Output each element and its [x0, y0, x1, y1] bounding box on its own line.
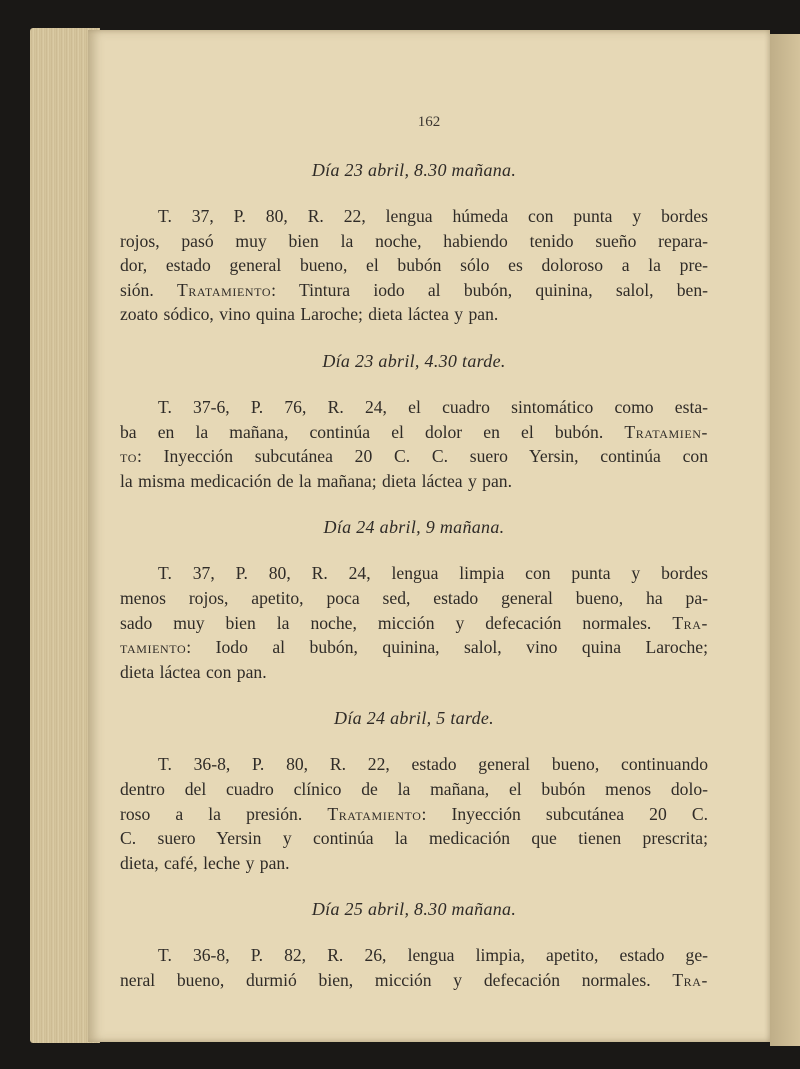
- small-caps-term: to: [120, 446, 137, 467]
- text-line: rojos, pasó muy bien la noche, habiendo tenido sueño repara-: [120, 230, 708, 251]
- entry-paragraph: [120, 395, 708, 493]
- text-line: la misma medicación de la mañana; dieta láctea y pan.: [120, 470, 512, 491]
- text-run: sión.: [120, 279, 177, 300]
- small-caps-term: tamiento: [120, 637, 187, 658]
- text-line: T. 37-6, P. 76, R. 24, el cuadro sintomático como esta-: [158, 396, 708, 417]
- small-caps-term: Tratamien-: [624, 421, 708, 442]
- text-run: roso a la presión.: [120, 803, 328, 824]
- entry-heading: Día 23 abril, 8.30 mañana.: [311, 160, 517, 180]
- page-number: 162: [417, 114, 441, 130]
- text-line: T. 37, P. 80, R. 22, lengua húmeda con punta y bordes: [158, 206, 708, 226]
- text-run: neral bueno, durmió bien, micción y defecación normales.: [120, 969, 673, 990]
- text-line: dentro del cuadro clínico de la mañana, el bubón menos dolo-: [120, 778, 708, 799]
- text-run: : Iodo al bubón, quinina, salol, vino quina Laroche;: [186, 637, 708, 658]
- text-line: [120, 968, 708, 993]
- text-line: [120, 278, 708, 303]
- text-run: : Inyección subcutánea 20 C. C. suero Yersin, continúa con: [136, 446, 708, 467]
- small-caps-term: Tra-: [672, 969, 708, 990]
- entry-heading: Día 23 abril, 4.30 tarde.: [322, 350, 506, 371]
- small-caps-term: Tratamiento: [176, 279, 272, 300]
- text-line: C. suero Yersin y continúa la medicación que tienen prescrita;: [120, 828, 708, 849]
- small-caps-term: Tra-: [672, 612, 708, 633]
- text-line: T. 37, P. 80, R. 24, lengua limpia con punta y bordes: [158, 563, 708, 584]
- text-run: ba en la mañana, continúa el dolor en el bubón.: [120, 421, 625, 442]
- page-text: [120, 158, 708, 992]
- text-line: dor, estado general bueno, el bubón sólo es doloroso a la pre-: [120, 255, 708, 276]
- entry-paragraph: [120, 561, 708, 684]
- text-line: menos rojos, apetito, poca sed, estado general bueno, ha pa-: [120, 587, 708, 608]
- small-caps-term: Tratamiento: [327, 803, 422, 824]
- text-line: zoato sódico, vino quina Laroche; dieta láctea y pan.: [120, 304, 499, 325]
- entry-paragraph: [120, 752, 708, 875]
- entry-paragraph: [120, 943, 708, 992]
- text-run: : Inyección subcutánea 20 C.: [421, 803, 708, 824]
- text-line: [120, 444, 708, 469]
- facing-page-edge: [770, 34, 800, 1046]
- text-line: T. 36-8, P. 80, R. 22, estado general bueno, continuando: [158, 754, 708, 775]
- text-line: dieta láctea con pan.: [120, 661, 267, 682]
- text-line: T. 36-8, P. 82, R. 26, lengua limpia, apetito, estado ge-: [158, 945, 708, 966]
- text-line: [120, 420, 708, 445]
- text-line: [120, 635, 708, 660]
- text-run: : Tintura iodo al bubón, quinina, salol, ben-: [271, 279, 708, 300]
- entry-heading: Día 25 abril, 8.30 mañana.: [311, 899, 517, 920]
- text-line: [120, 802, 708, 827]
- text-line: dieta, café, leche y pan.: [120, 852, 290, 873]
- entry-heading: Día 24 abril, 9 mañana.: [323, 517, 505, 538]
- text-run: sado muy bien la noche, micción y defecación normales.: [120, 612, 673, 633]
- text-line: [120, 611, 708, 636]
- entry-paragraph: [120, 204, 708, 327]
- entry-heading: Día 24 abril, 5 tarde.: [334, 708, 494, 729]
